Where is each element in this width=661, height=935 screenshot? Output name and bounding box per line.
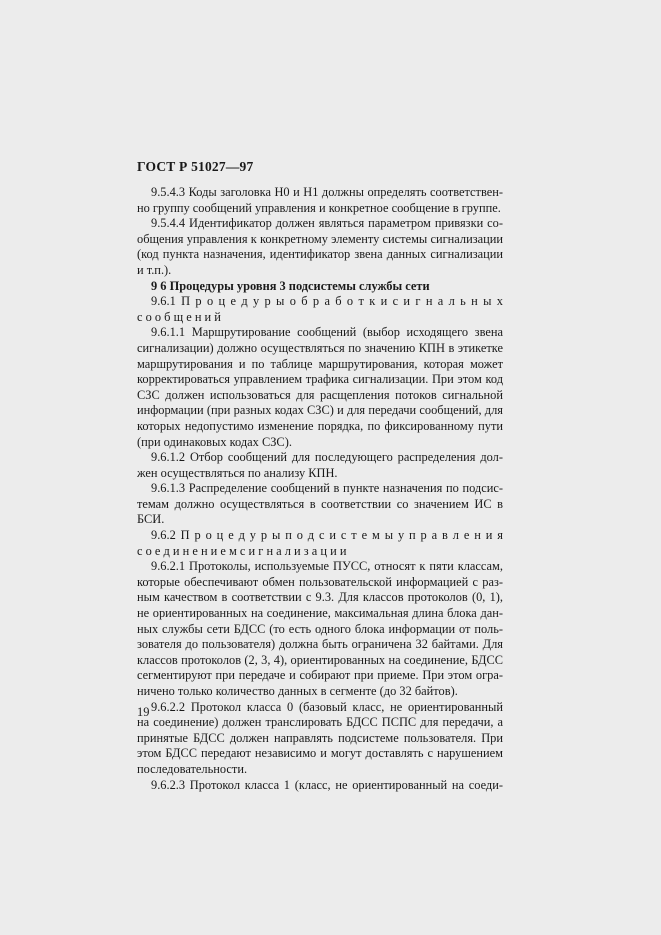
text-line: 9.6.2.1 Протоколы, используемые ПУСС, относят к пяти классам, <box>151 559 503 574</box>
text-line: СЗС должен использоваться для расщепления потоков сигнальной <box>137 387 503 402</box>
paragraph-9-6-1-2 <box>137 450 503 481</box>
text-line: БСИ. <box>137 512 165 527</box>
page-header: ГОСТ Р 51027—97 <box>137 159 254 174</box>
text-line: (при одинаковых кодах СЗС). <box>137 434 292 449</box>
text-line: ничено только количество данных в сегменте (до 32 байтов). <box>137 684 458 698</box>
text-line: 9.5.4.3 Коды заголовка Н0 и Н1 должны определять соответствен- <box>151 185 503 199</box>
text-line: 9 6 Процедуры уровня 3 подсистемы службы сети <box>151 278 430 293</box>
subsection-heading-9-6-2 <box>137 528 503 559</box>
text-line: корректироваться управлением трафика сигнализации. При этом код <box>137 372 503 387</box>
text-line: классов протоколов (2, 3, 4), ориентированных на соединение, БДСС <box>137 652 503 667</box>
text-line: общения управления к конкретному элементу системы сигнализации <box>137 231 503 246</box>
document-body <box>137 185 503 793</box>
text-line: которых недопустимо изменение порядка, по фиксированному пути <box>137 418 503 433</box>
paragraph-9-6-1-1 <box>137 325 503 450</box>
text-line: последовательности. <box>137 761 248 776</box>
section-heading-9-6 <box>137 279 503 295</box>
text-line: 9.6.1 П р о ц е д у р ы о б р а б о т к и с и г н а л ь н ы х <box>151 294 503 309</box>
text-line: ных службы сети БДСС (то есть одного блока информации от поль- <box>137 621 503 636</box>
text-line: ным качеством в соответствии с 9.3. Для классов протоколов (0, 1), <box>137 590 503 605</box>
text-line: но группу сообщений управления и конкретное сообщение в группе. <box>137 200 501 215</box>
text-line: сегментируют при передаче и собирают при приеме. При этом огра- <box>137 668 503 683</box>
text-line: маршрутирования и по таблице маршрутирования, которая может <box>137 356 503 371</box>
text-line: 9.6.1.1 Маршрутирование сообщений (выбор исходящего звена <box>151 325 503 340</box>
text-line: информации (при разных кодах СЗС) и для передачи сообщений, для <box>137 403 503 418</box>
paragraph-9-5-4-3 <box>137 185 503 216</box>
text-line: зователя до пользователя) должна быть ограничена 32 байтами. Для <box>137 637 503 652</box>
paragraph-9-6-1-3 <box>137 481 503 528</box>
text-line: которые обеспечивают обмен пользовательской информацией с раз- <box>137 574 503 589</box>
text-line: темам должно осуществляться в соответствии со значением ИС в <box>137 496 503 511</box>
text-line: этом БДСС передают независимо и могут доставлять с нарушением <box>137 746 503 761</box>
text-line: 9.6.1.3 Распределение сообщений в пункте назначения по подсис- <box>151 481 503 496</box>
text-line: (код пункта назначения, идентификатор звена данных сигнализации <box>137 247 503 262</box>
page-number: 19 <box>137 705 150 719</box>
paragraph-9-6-2-3 <box>137 778 503 794</box>
text-line: жен осуществляться по анализу КПН. <box>137 465 338 480</box>
text-line: 9.6.2.2 Протокол класса 0 (базовый класс, не ориентированный <box>151 699 503 714</box>
text-line: 9.5.4.4 Идентификатор должен являться параметром привязки со- <box>151 216 503 231</box>
text-line: не ориентированных на соединение, максимальная длина блока дан- <box>137 606 503 621</box>
text-line: на соединение) должен транслировать БДСС ПСПС для передачи, а <box>137 715 503 730</box>
text-line: с о е д и н е н и е м с и г н а л и з а ц и и <box>137 543 347 558</box>
text-line: 9.6.1.2 Отбор сообщений для последующего распределения дол- <box>151 450 503 465</box>
text-line: принятые БДСС должен направлять подсистеме пользователя. При <box>137 730 503 745</box>
text-line: 9.6.2 П р о ц е д у р ы п о д с и с т е м ы у п р а в л е н и я <box>151 528 503 543</box>
paragraph-9-6-2-1 <box>137 559 503 699</box>
paragraph-9-6-2-2 <box>137 700 503 778</box>
text-line: 9.6.2.3 Протокол класса 1 (класс, не ориентированный на соеди- <box>151 777 503 792</box>
paragraph-9-5-4-4 <box>137 216 503 278</box>
subsection-heading-9-6-1 <box>137 294 503 325</box>
text-line: сигнализации) должно осуществляться по значению КПН в этикетке <box>137 340 503 355</box>
text-line: и т.п.). <box>137 262 172 277</box>
text-line: с о о б щ е н и й <box>137 309 221 324</box>
